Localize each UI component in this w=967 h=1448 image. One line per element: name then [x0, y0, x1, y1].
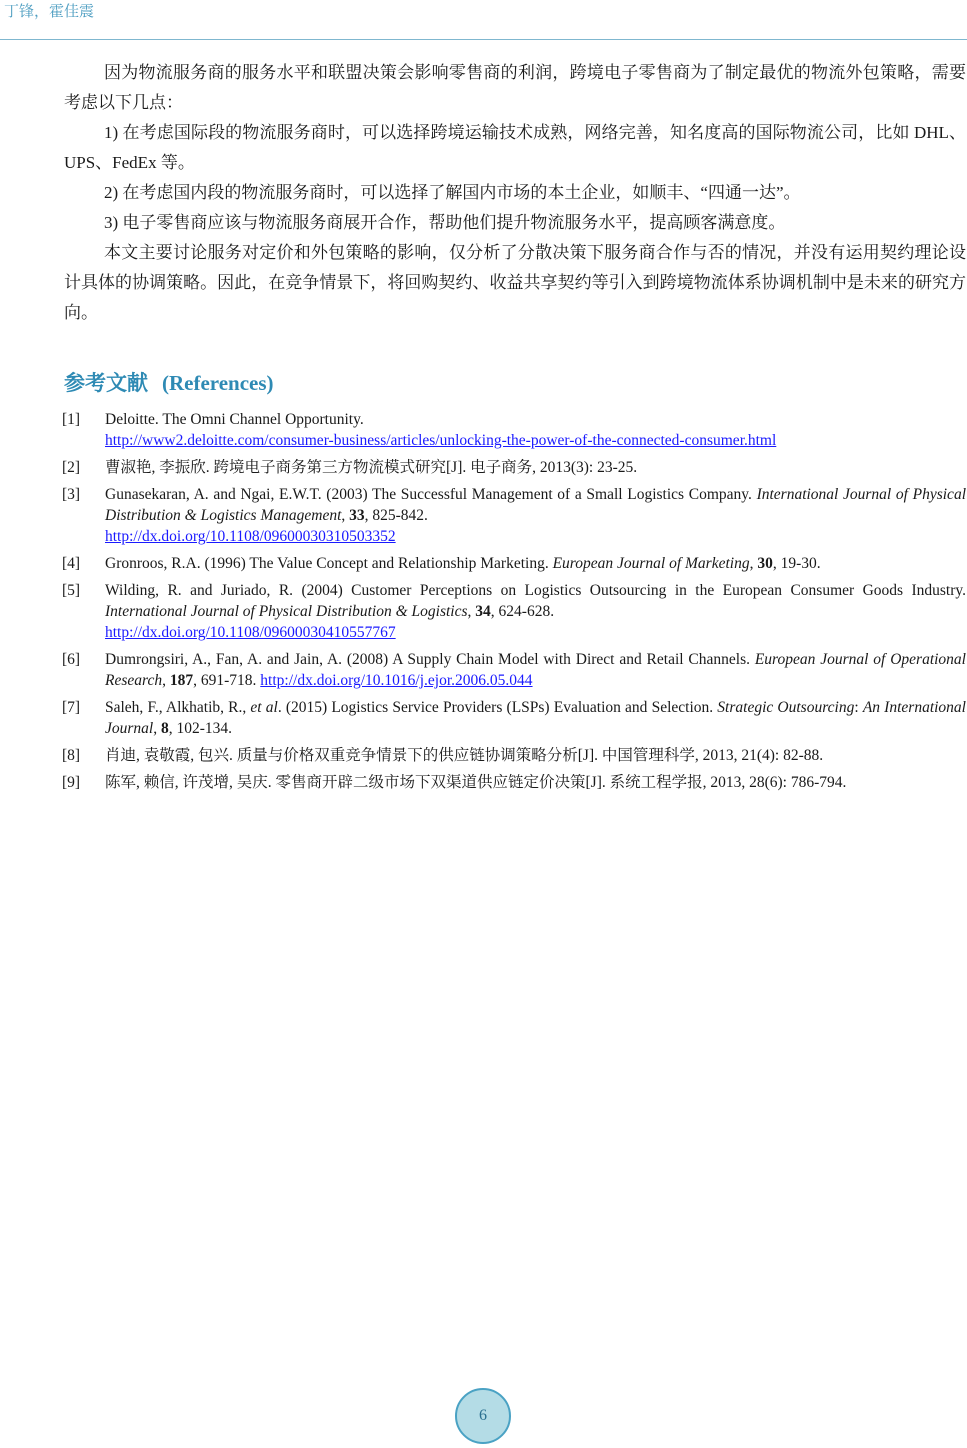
paragraph-intro: 因为物流服务商的服务水平和联盟决策会影响零售商的利润，跨境电子零售商为了制定最优的物流外包策略，需要考虑以下几点： [64, 63, 966, 112]
reference-number: [9] [62, 774, 81, 791]
reference-number: [7] [62, 699, 81, 716]
reference-volume: 187 [169, 672, 194, 689]
reference-list [62, 409, 966, 799]
reference-item-8 [62, 745, 966, 766]
paragraph-point-3: 3) 电子零售商应该与物流服务商展开合作，帮助他们提升物流服务水平，提高顾客满意度。 [104, 213, 786, 232]
reference-volume: 8 [160, 720, 169, 737]
reference-item-7 [62, 697, 966, 739]
reference-journal-subtitle: An International Journal [105, 699, 966, 737]
reference-et-al: et al [250, 699, 278, 716]
reference-colon: : [854, 699, 863, 716]
running-header-authors: 丁锋，霍佳震 [4, 4, 95, 20]
reference-separator: , [467, 603, 476, 620]
reference-journal: International Journal of Physical Distribution & Logistics [105, 603, 468, 620]
reference-text: 曹淑艳, 李振欣. 跨境电子商务第三方物流模式研究[J]. 电子商务, 2013(3): 23-25. [105, 459, 638, 476]
references-heading [64, 367, 274, 397]
reference-text: 肖迪, 袁敬霞, 包兴. 质量与价格双重竞争情景下的供应链协调策略分析[J]. 中国管理科学, 2013, 21(4): 82-88. [105, 747, 824, 764]
reference-text: Dumrongsiri, A., Fan, A. and Jain, A. (2008) A Supply Chain Model with Direct and Retail Channels. [105, 651, 755, 668]
paragraph-future-work: 本文主要讨论服务对定价和外包策略的影响，仅分析了分散决策下服务商合作与否的情况，并没有运用契约理论设计具体的协调策略。因此，在竞争情景下，将回购契约、收益共享契约等引入到跨境物流体系协调机制中是未来的研究方向。 [64, 243, 966, 322]
reference-journal: Strategic Outsourcing [717, 699, 855, 716]
paragraph-point-1: 1) 在考虑国际段的物流服务商时，可以选择跨境运输技术成熟，网络完善，知名度高的国际物流公司，比如 DHL、UPS、FedEx 等。 [64, 123, 966, 172]
reference-separator: , [153, 720, 161, 737]
reference-text: Gronroos, R.A. (1996) The Value Concept and Relationship Marketing. [105, 555, 553, 572]
reference-text: Deloitte. The Omni Channel Opportunity. [105, 411, 364, 428]
reference-number: [2] [62, 459, 81, 476]
reference-volume: 33 [349, 507, 365, 524]
reference-pages: , 19-30. [772, 555, 821, 572]
conclusion-text [64, 58, 966, 328]
reference-journal: International Journal of Physical Distribution & Logistics Management [105, 486, 966, 524]
page-number: 6 [479, 1407, 487, 1424]
reference-item-6 [62, 649, 966, 691]
reference-text: Gunasekaran, A. and Ngai, E.W.T. (2003) The Successful Management of a Small Logistics Company. [105, 486, 757, 503]
reference-link[interactable]: http://dx.doi.org/10.1108/09600030310503352 [105, 528, 396, 545]
reference-link[interactable]: http://www2.deloitte.com/consumer-business/articles/unlocking-the-power-of-the-connected-consumer.html [105, 432, 777, 449]
reference-text: Saleh, F., Alkhatib, R., [105, 699, 251, 716]
reference-number: [6] [62, 651, 81, 668]
reference-journal: European Journal of Operational Research [105, 651, 966, 689]
reference-volume: 34 [475, 603, 491, 620]
reference-journal: European Journal of Marketing [552, 555, 750, 572]
reference-pages: , 825-842. [364, 507, 428, 524]
references-heading-en: (References) [162, 371, 274, 395]
reference-pages: , 102-134. [168, 720, 233, 737]
reference-pages: , 691-718. [193, 672, 261, 689]
paragraph-point-2: 2) 在考虑国内段的物流服务商时，可以选择了解国内市场的本土企业，如顺丰、“四通一达”。 [104, 183, 801, 202]
reference-number: [3] [62, 486, 81, 503]
reference-separator: , [341, 507, 350, 524]
reference-separator: , [162, 672, 170, 689]
reference-text: 陈军, 赖信, 许茂增, 吴庆. 零售商开辟二级市场下双渠道供应链定价决策[J]. 系统工程学报, 2013, 28(6): 786-794. [105, 774, 847, 791]
reference-item-5 [62, 580, 966, 643]
reference-text: Wilding, R. and Juriado, R. (2004) Customer Perceptions on Logistics Outsourcing in the European Consumer Goods Industry. [105, 582, 966, 599]
reference-pages: , 624-628. [490, 603, 555, 620]
reference-title: . (2015) Logistics Service Providers (LSPs) Evaluation and Selection. [277, 699, 718, 716]
references-heading-cn: 参考文献 [64, 371, 148, 395]
reference-item-2 [62, 457, 966, 478]
reference-item-9 [62, 772, 966, 793]
reference-number: [1] [62, 411, 81, 428]
reference-item-1 [62, 409, 966, 451]
reference-volume: 30 [757, 555, 773, 572]
reference-link[interactable]: http://dx.doi.org/10.1108/09600030410557767 [105, 624, 396, 641]
reference-item-3 [62, 484, 966, 547]
reference-number: [4] [62, 555, 81, 572]
reference-link[interactable]: http://dx.doi.org/10.1016/j.ejor.2006.05.044 [260, 672, 533, 689]
reference-number: [5] [62, 582, 81, 599]
page-number-badge [455, 1388, 511, 1444]
reference-number: [8] [62, 747, 81, 764]
header-divider [0, 39, 967, 40]
reference-separator: , [749, 555, 758, 572]
reference-item-4 [62, 553, 966, 574]
